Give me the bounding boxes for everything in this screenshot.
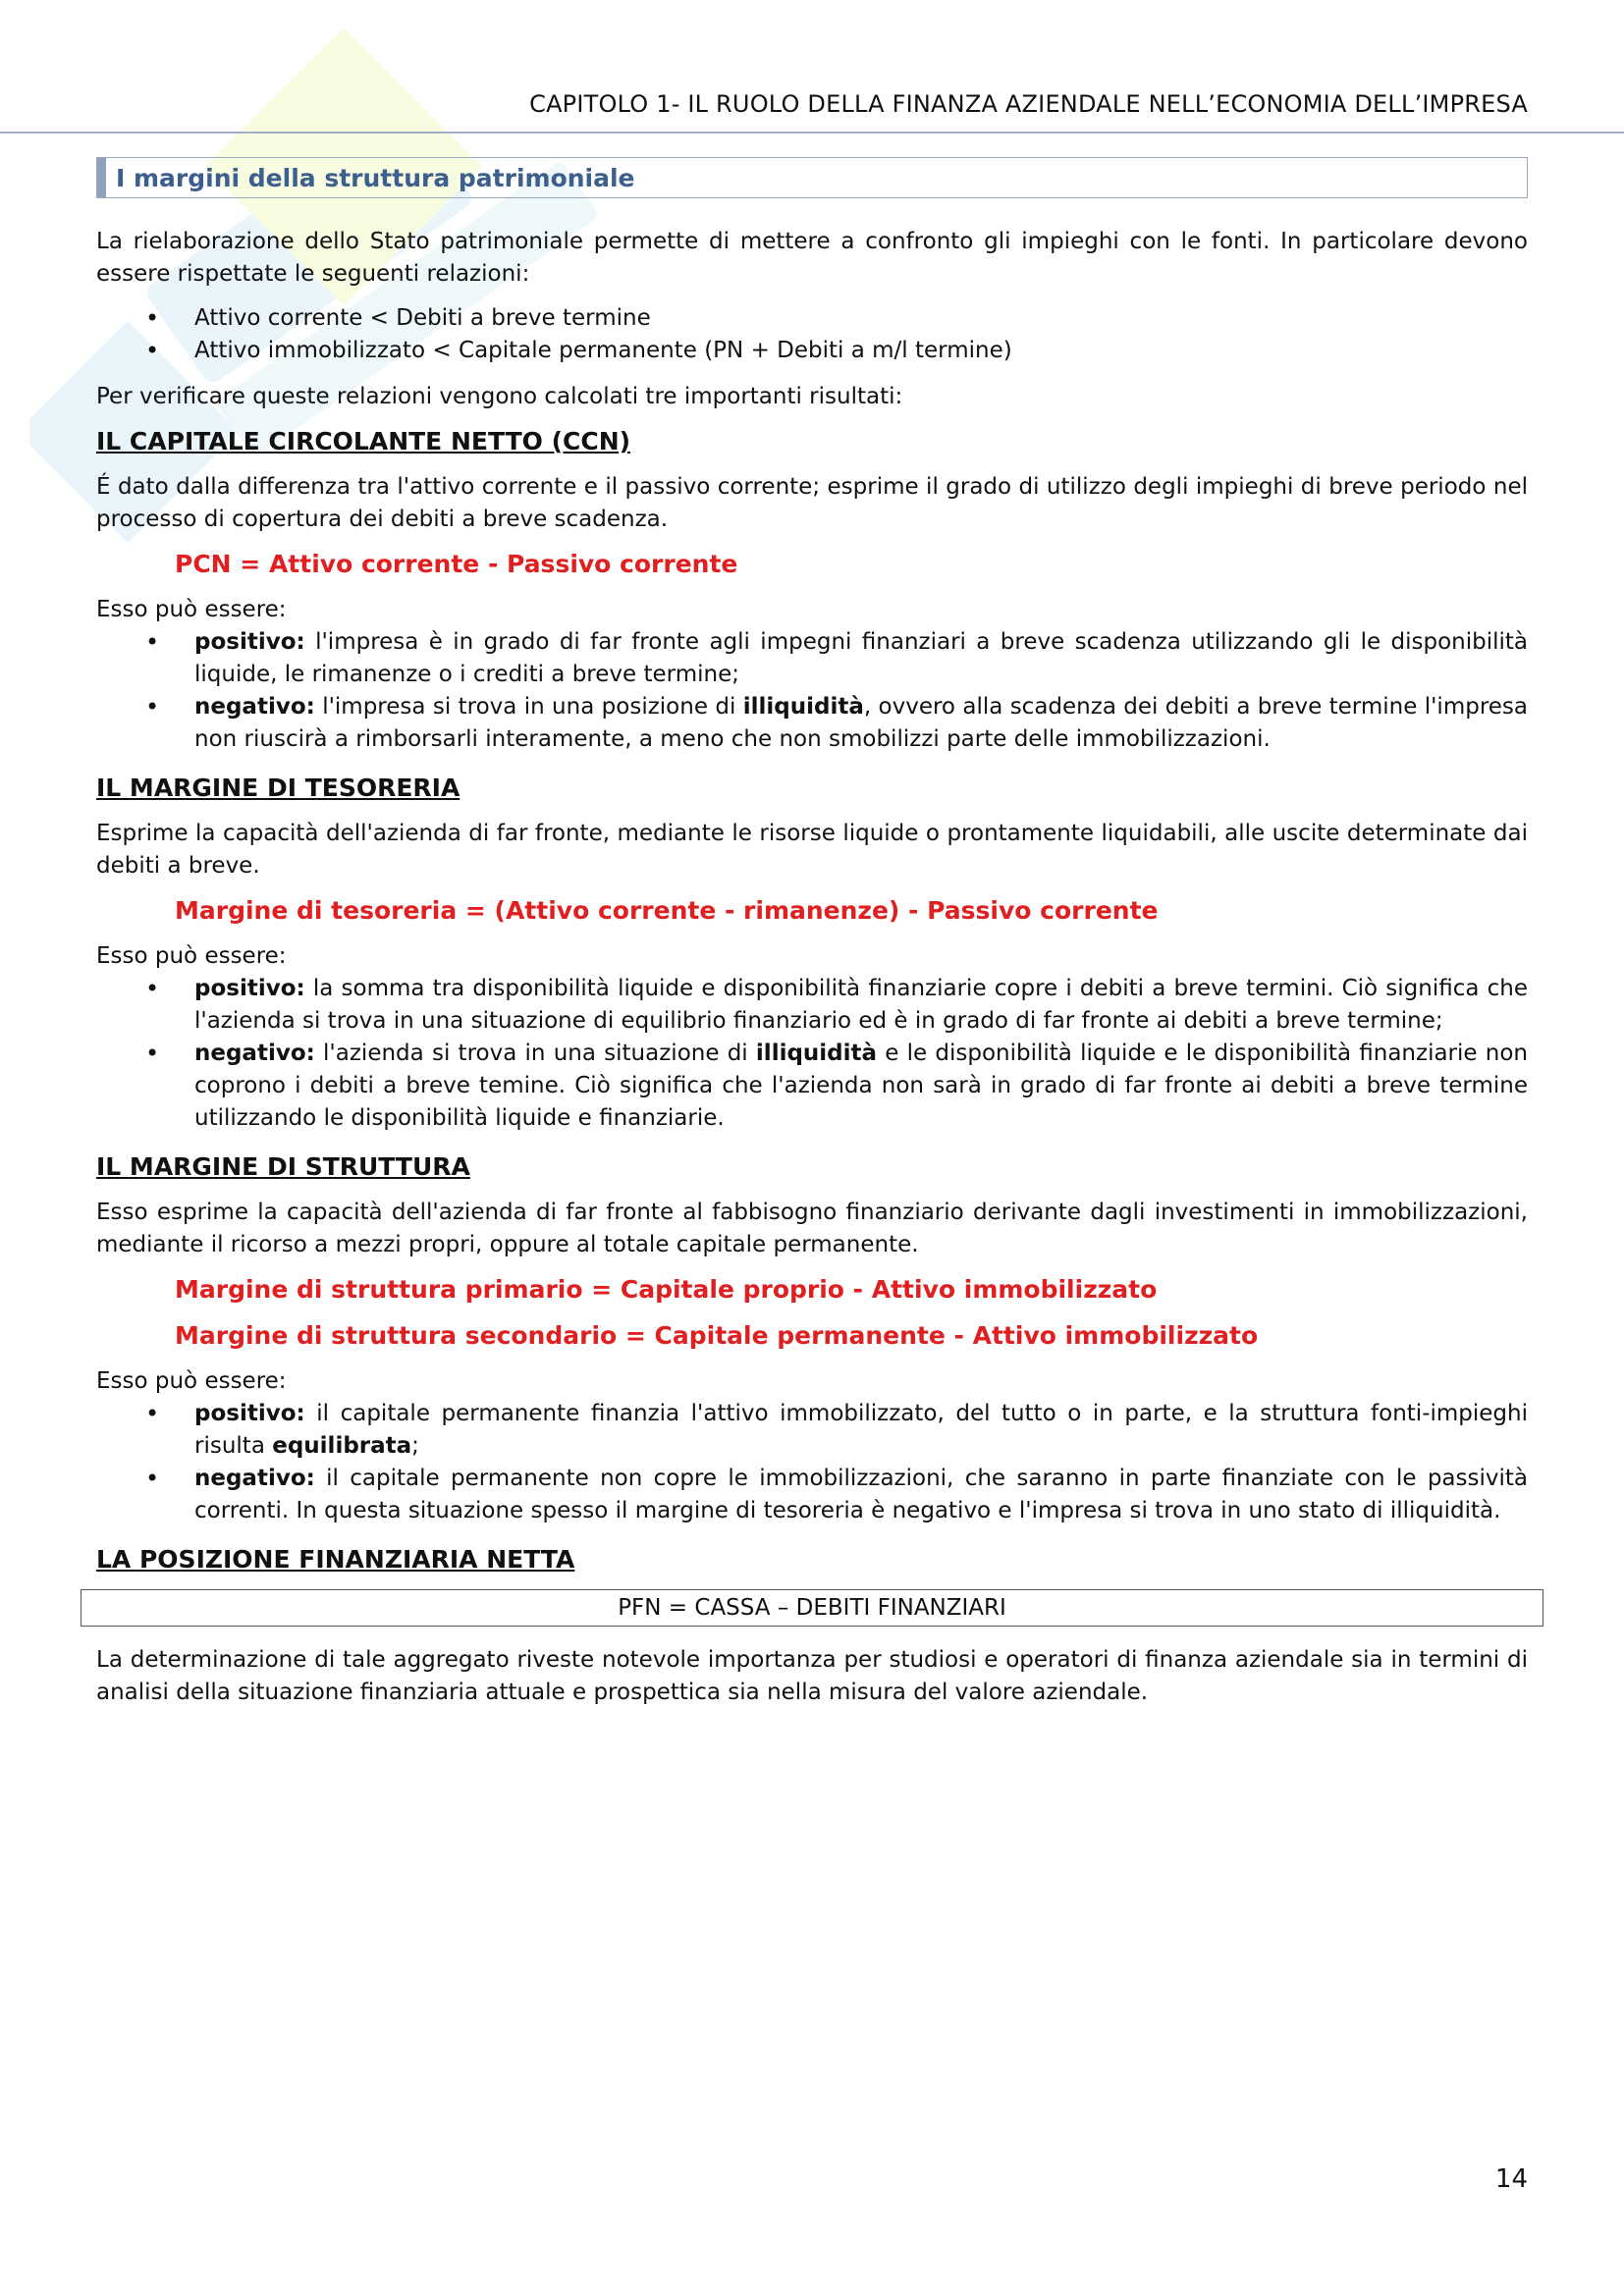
list-item (194, 691, 1528, 756)
heading-struttura: IL MARGINE DI STRUTTURA (96, 1152, 470, 1181)
label-negativo: negativo: (194, 694, 315, 720)
intro-list (96, 302, 1528, 367)
list-item (194, 1398, 1528, 1463)
intro-paragraph: La rielaborazione dello Stato patrimoniale permette di mettere a confronto gli impieghi con le fonti. In particolare devono essere rispettate le seguenti relazioni: (96, 229, 1528, 287)
struttura-paragraph: Esso esprime la capacità dell'azienda di far fronte al fabbisogno finanziario derivante dagli investimenti in immobilizzazioni, mediante il ricorso a mezzi propri, oppure al totale capitale permanente. (96, 1200, 1528, 1257)
struttura-esso: Esso può essere: (96, 1368, 287, 1394)
text-negativo-end: , ovvero alla scadenza dei debiti a breve termine l'impresa non riuscirà a rimborsarli interamente, a meno che non smobilizzi parte delle immobilizzazioni. (194, 694, 1529, 752)
label-negativo: negativo: (194, 1466, 315, 1491)
text-negativo: il capitale permanente non copre le immobilizzazioni, che saranno in parte finanziate con le passività correnti. In questa situazione spesso il margine di tesoreria è negativo e l'impresa si trova in uno stato di illiquidità. (194, 1466, 1528, 1523)
tesoreria-esso: Esso può essere: (96, 943, 287, 969)
list-item: • Attivo corrente < Debiti a breve termine (194, 302, 1528, 335)
tesoreria-list (96, 973, 1528, 1135)
page-content (96, 157, 1528, 1721)
tesoreria-paragraph: Esprime la capacità dell'azienda di far fronte, mediante le risorse liquide o prontamente liquidabili, alle uscite determinate dai debiti a breve. (96, 821, 1528, 879)
label-positivo: positivo: (194, 976, 305, 1001)
bold-illiquidita: illiquidità (742, 694, 864, 720)
heading-tesoreria: IL MARGINE DI TESORERIA (96, 774, 460, 802)
ccn-paragraph: É dato dalla differenza tra l'attivo corrente e il passivo corrente; esprime il grado di utilizzo degli impieghi di breve periodo nel processo di copertura dei debiti a breve scadenza. (96, 474, 1528, 532)
text-positivo: il capitale permanente finanzia l'attivo immobilizzato, del tutto o in parte, e la struttura fonti-impieghi risulta (194, 1401, 1528, 1459)
list-item (194, 626, 1528, 691)
ccn-list (96, 626, 1528, 756)
text-negativo-end: e le disponibilità liquide e le disponibilità finanziarie non coprono i debiti a breve temine. Ciò significa che l'azienda non sarà in grado di far fronte ai debiti a breve termine utilizzando le disponibilità liquide e finanziarie. (194, 1041, 1528, 1131)
list-item (194, 1463, 1528, 1527)
formula-pcn: PCN = Attivo corrente - Passivo corrente (175, 550, 738, 578)
formula-struttura-secondario: Margine di struttura secondario = Capitale permanente - Attivo immobilizzato (175, 1321, 1259, 1350)
text-negativo: l'impresa si trova in una posizione di (314, 694, 743, 720)
bold-illiquidita: illiquidità (755, 1041, 878, 1066)
bold-equilibrata: equilibrata (272, 1433, 412, 1459)
section-title-accent (97, 158, 106, 197)
intro-closing: Per verificare queste relazioni vengono calcolati tre importanti risultati: (96, 384, 903, 409)
struttura-list (96, 1398, 1528, 1527)
text-negativo: l'azienda si trova in una situazione di (314, 1041, 756, 1066)
formula-pfn-box: PFN = CASSA – DEBITI FINANZIARI (81, 1589, 1543, 1627)
list-item (194, 1038, 1528, 1135)
list-item (194, 973, 1528, 1038)
header-rule (0, 132, 1624, 133)
pfn-paragraph: La determinazione di tale aggregato riveste notevole importanza per studiosi e operatori di finanza aziendale sia in termini di analisi della situazione finanziaria attuale e prospettica sia nella misura del valore aziendale. (96, 1647, 1528, 1705)
section-title: I margini della struttura patrimoniale (116, 163, 635, 192)
section-title-box (96, 157, 1528, 198)
label-positivo: positivo: (194, 1401, 305, 1426)
formula-struttura-primario: Margine di struttura primario = Capitale proprio - Attivo immobilizzato (175, 1275, 1158, 1304)
page-number: 14 (1494, 2164, 1528, 2194)
text-positivo: la somma tra disponibilità liquide e disponibilità finanziarie copre i debiti a breve termini. Ciò significa che l'azienda si trova in una situazione di equilibrio finanziario ed è in grado di far fronte ai debiti a breve termine; (194, 976, 1528, 1034)
ccn-esso: Esso può essere: (96, 597, 287, 622)
list-item: • Attivo immobilizzato < Capitale permanente (PN + Debiti a m/l termine) (194, 335, 1528, 367)
heading-ccn: IL CAPITALE CIRCOLANTE NETTO (CCN) (96, 427, 631, 455)
formula-tesoreria: Margine di tesoreria = (Attivo corrente - rimanenze) - Passivo corrente (175, 896, 1159, 925)
heading-pfn: LA POSIZIONE FINANZIARIA NETTA (96, 1545, 575, 1574)
text-positivo-end: ; (411, 1433, 419, 1459)
chapter-header: CAPITOLO 1- IL RUOLO DELLA FINANZA AZIENDALE NELL’ECONOMIA DELL’IMPRESA (529, 90, 1528, 118)
label-positivo: positivo: (194, 629, 305, 655)
label-negativo: negativo: (194, 1041, 315, 1066)
text-positivo: l'impresa è in grado di far fronte agli impegni finanziari a breve scadenza utilizzando gli le disponibilità liquide, le rimanenze o i crediti a breve termine; (194, 629, 1528, 687)
